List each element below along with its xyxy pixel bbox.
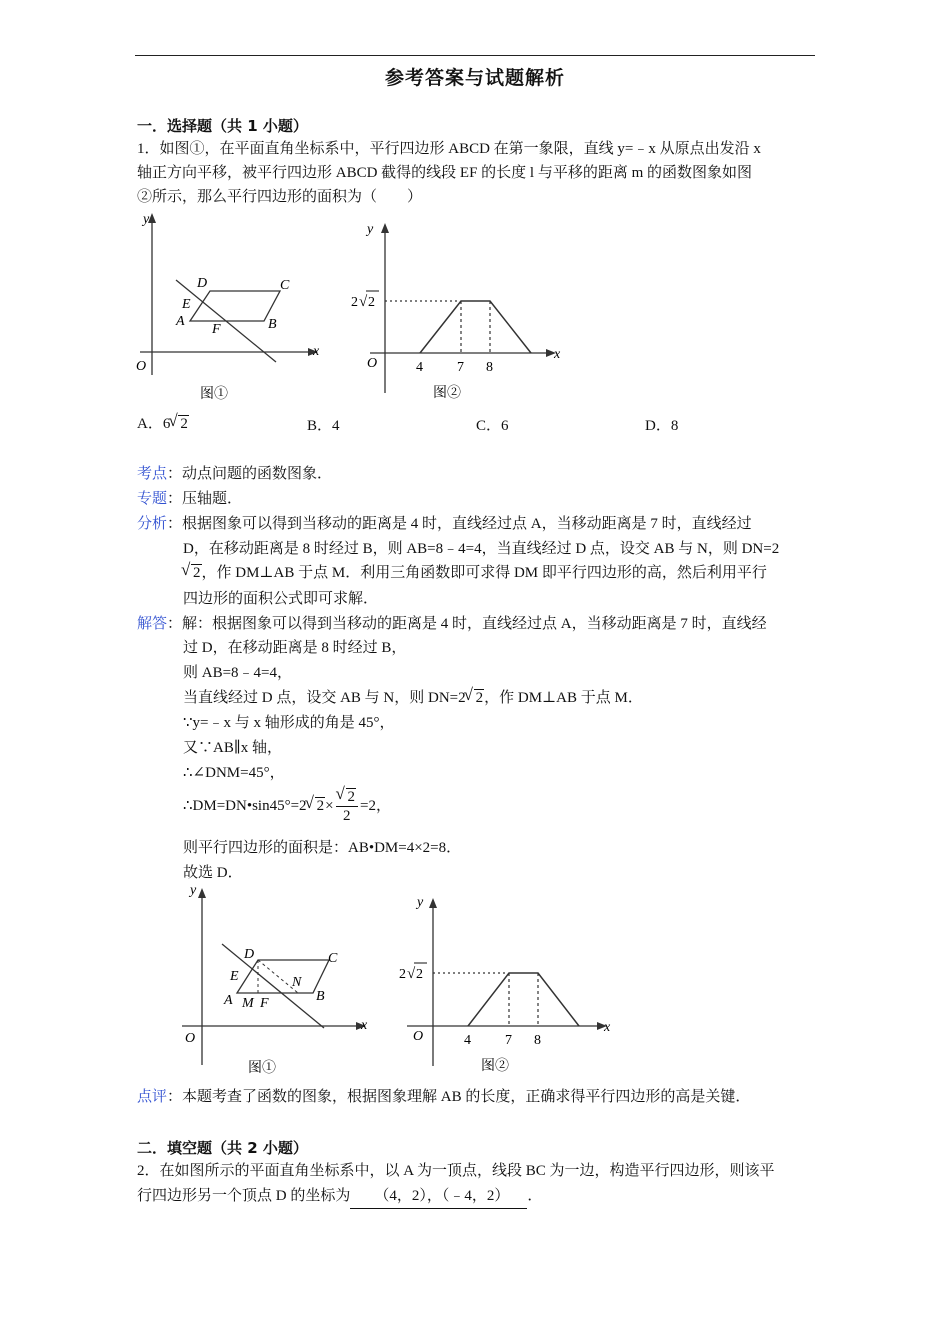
q2-text-line2a: 行四边形另一个顶点 D 的坐标为	[137, 1188, 351, 1204]
q2-answer: （4，2），（﹣4，2）	[350, 1184, 527, 1209]
section2-heading: 二．填空题（共 2 小题）	[137, 1139, 308, 1157]
jieda-line4	[183, 686, 643, 710]
fig4-caption: 图②	[481, 1059, 509, 1074]
fig2-label-o: O	[367, 356, 378, 371]
top-rule	[135, 55, 815, 56]
jieda-line9: 则平行四边形的面积是：AB•DM=4×2=8．	[183, 840, 462, 856]
fig3-label-n: N	[292, 975, 302, 990]
q2-text-line1: 2．在如图所示的平面直角坐标系中，以 A 为一顶点，线段 BC 为一边，构造平行四边形，则该平	[137, 1163, 775, 1179]
section1-heading: 一．选择题（共 1 小题）	[137, 117, 308, 135]
q1-text-line3: ②所示，那么平行四边形的面积为（ ）	[137, 189, 423, 205]
fig1-label-b: B	[268, 317, 277, 332]
fig1-label-d: D	[197, 276, 208, 291]
option-a[interactable]	[137, 412, 189, 433]
jieda-tag: 解答	[137, 616, 168, 632]
jieda-line8	[183, 784, 391, 828]
fig2-tick-7: 7	[457, 360, 464, 375]
option-a-radical: √ 2	[178, 415, 189, 432]
dianping-line	[137, 1085, 750, 1109]
option-a-coef: 6	[162, 416, 171, 432]
jieda-text8b: =2，	[360, 798, 391, 814]
jieda8-frac-numerator: √ 2	[346, 788, 357, 805]
option-b[interactable]: B．4	[307, 418, 340, 434]
fig3-label-c: C	[328, 951, 338, 966]
jieda-line2: 过 D，在移动距离是 8 时经过 B，	[183, 640, 407, 656]
jieda-line3: 则 AB=8﹣4=4，	[183, 665, 293, 681]
fig3-label-o: O	[185, 1031, 196, 1046]
jieda8-frac-denominator: 2	[343, 808, 351, 825]
kaodian-tag: 考点	[137, 466, 168, 482]
jieda-line10: 故选 D．	[183, 865, 243, 881]
kaodian-text: ：动点问题的函数图象．	[167, 466, 333, 482]
jieda4-radical: √ 2	[474, 689, 485, 706]
dianping-tag: 点评	[137, 1089, 168, 1105]
option-d[interactable]: D．8	[645, 418, 679, 434]
fenxi-radical: √ 2	[191, 564, 202, 581]
jieda-line5: ∵y=﹣x 与 x 轴形成的角是 45°，	[183, 715, 395, 731]
fig3-caption: 图①	[248, 1061, 276, 1076]
fig3-label-d: D	[244, 947, 255, 962]
jieda8-fraction	[336, 788, 359, 825]
q2-text-line2b: ．	[527, 1188, 543, 1204]
option-a-label: A．	[137, 416, 163, 432]
fig2-ylabel-radicand: 2	[368, 295, 375, 310]
zhuanti-tag: 专题	[137, 491, 168, 507]
fig1-label-a: A	[176, 314, 185, 329]
fenxi-text1: ：根据图象可以得到当移动的距离是 4 时，直线经过点 A，当移动距离是 7 时，直线经过	[167, 516, 752, 532]
fig2-caption: 图②	[433, 386, 461, 401]
fig1-label-e: E	[182, 297, 191, 312]
figure-2-function-graph	[345, 215, 575, 405]
fig4-ylabel-coef: 2	[399, 967, 406, 982]
fig2-label-x: x	[554, 347, 561, 362]
jieda-text1: ：解：根据图象可以得到当移动的距离是 4 时，直线经过点 A，当移动距离是 7 时，直线经	[167, 616, 767, 632]
fig1-label-x: x	[313, 344, 320, 359]
fig2-radical-sign: √	[359, 294, 368, 310]
jieda-text4a: 当直线经过 D 点，设交 AB 与 N，则 DN=2	[183, 690, 466, 706]
fig3-label-a: A	[224, 993, 233, 1008]
jieda-text4b: ，作 DM⊥AB 于点 M．	[484, 690, 643, 706]
fig3-label-m: M	[242, 996, 254, 1011]
jieda-line1	[137, 612, 767, 636]
zhuanti-text: ：压轴题．	[167, 491, 243, 507]
fenxi-line4: 四边形的面积公式即可求解．	[183, 591, 379, 607]
fenxi-line2: D，在移动距离是 8 时经过 B，则 AB=8﹣4=4，当直线经过 D 点，设交 AB 与 N，则 DN=2	[183, 541, 780, 557]
figure-4-function-graph-solution	[395, 890, 625, 1080]
q1-text-line1: 1．如图①，在平面直角坐标系中，平行四边形 ABCD 在第一象限，直线 y=﹣x 从原点出发沿 x	[137, 141, 761, 157]
kaodian-line	[137, 462, 332, 486]
fig2-label-y: y	[367, 222, 374, 237]
fig4-radical-sign: √	[407, 966, 416, 982]
fig3-label-e: E	[230, 969, 239, 984]
fenxi-line1	[137, 512, 752, 536]
jieda-line6: 又∵AB∥x 轴，	[183, 740, 283, 756]
fig2-tick-4: 4	[416, 360, 423, 375]
fig4-tick-8: 8	[534, 1033, 541, 1048]
jieda-text8a: ∴DM=DN•sin45°=2	[183, 798, 307, 814]
jieda-line7: ∴∠DNM=45°，	[183, 765, 285, 781]
q1-text-line2: 轴正方向平移，被平行四边形 ABCD 截得的线段 EF 的长度 l 与平移的距离 m 的函数图象如图	[137, 165, 753, 181]
fig4-label-y: y	[417, 895, 424, 910]
option-c[interactable]: C．6	[476, 418, 509, 434]
fig4-label-o: O	[413, 1029, 424, 1044]
fig3-label-y: y	[190, 883, 197, 898]
figure-3-parallelogram-solution	[180, 880, 380, 1080]
fig4-tick-7: 7	[505, 1033, 512, 1048]
fig2-ylabel-coef: 2	[351, 295, 358, 310]
fig2-tick-8: 8	[486, 360, 493, 375]
fig1-label-c: C	[280, 278, 290, 293]
fig1-caption: 图①	[200, 387, 228, 402]
fenxi-text3: ，作 DM⊥AB 于点 M．利用三角函数即可求得 DM 即平行四边形的高，然后利用平行	[201, 565, 767, 581]
jieda8-times: ×	[325, 798, 334, 814]
fig3-label-x: x	[361, 1018, 368, 1033]
figure-1-parallelogram	[130, 205, 330, 405]
jieda8-radical: √ 2	[315, 797, 326, 814]
page-title: 参考答案与试题解析	[384, 67, 565, 89]
fig3-label-b: B	[316, 989, 325, 1004]
dianping-text: ：本题考查了函数的图象，根据图象理解 AB 的长度，正确求得平行四边形的高是关键．	[167, 1089, 751, 1105]
fenxi-tag: 分析	[137, 516, 168, 532]
fig1-label-y: y	[143, 212, 150, 227]
fig3-label-f: F	[260, 996, 269, 1011]
fig1-label-o: O	[136, 359, 147, 374]
fig4-tick-4: 4	[464, 1033, 471, 1048]
fig4-label-x: x	[604, 1020, 611, 1035]
fig1-label-f: F	[212, 322, 221, 337]
fenxi-line3	[183, 561, 767, 585]
q2-text-line2	[137, 1184, 542, 1209]
fig4-ylabel-radicand: 2	[416, 967, 423, 982]
zhuanti-line	[137, 487, 242, 511]
